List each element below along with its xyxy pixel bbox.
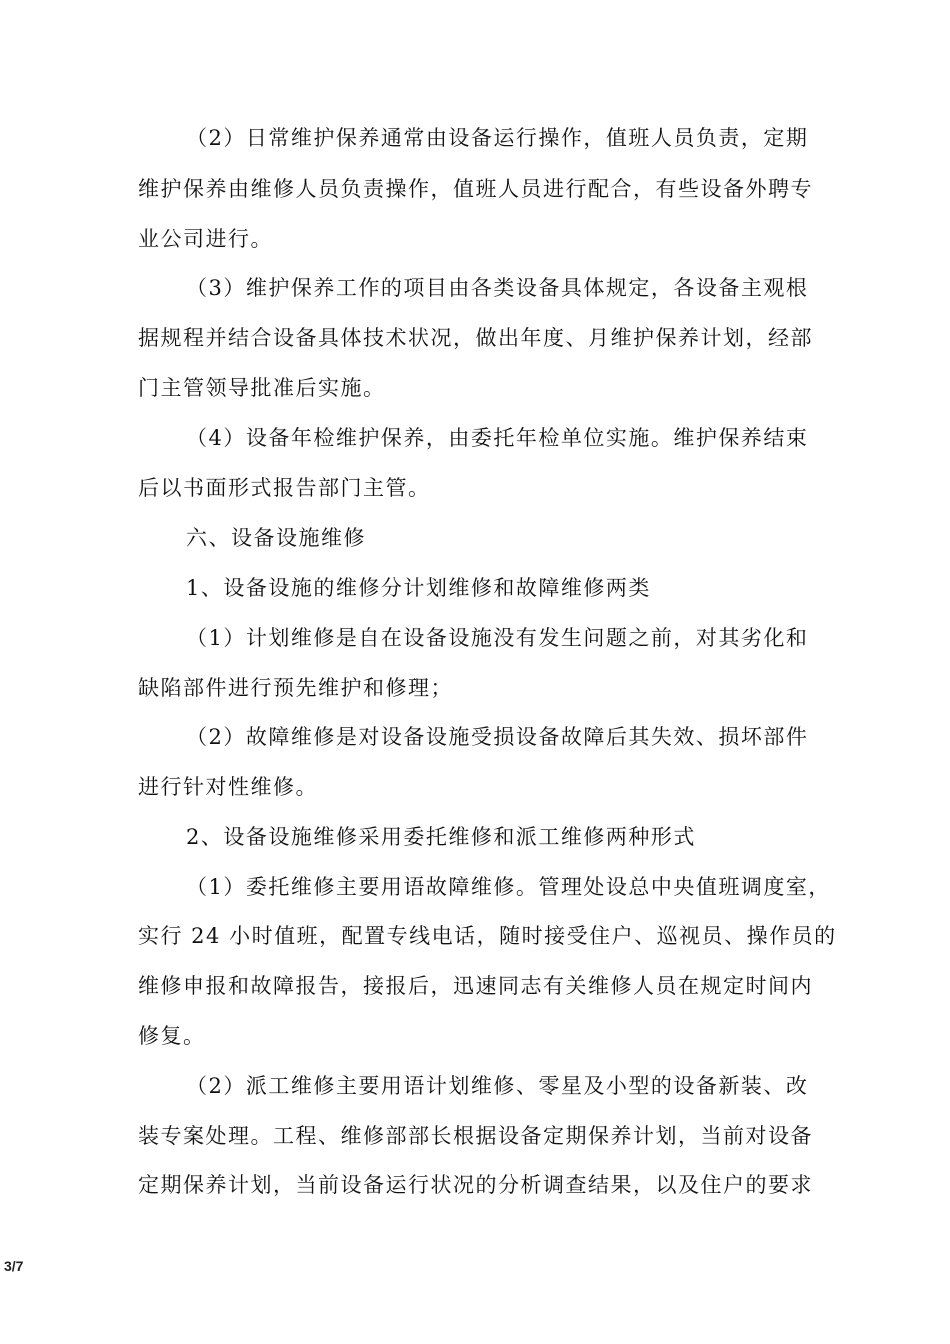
paragraph-6-line-2: 实行 24 小时值班，配置专线电话，随时接受住户、巡视员、操作员的 <box>138 924 837 948</box>
section-heading: 六、设备设施维修 <box>186 526 366 550</box>
paragraph-1-line-1: （2）日常维护保养通常由设备运行操作，值班人员负责，定期 <box>186 126 809 150</box>
paragraph-5-line-2: 进行针对性维修。 <box>138 775 318 799</box>
paragraph-5-line-1: （2）故障维修是对设备设施受损设备故障后其失效、损坏部件 <box>186 725 809 749</box>
paragraph-6-line-4: 修复。 <box>138 1024 206 1048</box>
paragraph-6-line-3: 维修申报和故障报告，接报后，迅速同志有关维修人员在规定时间内 <box>138 974 813 998</box>
paragraph-6-line-1: （1）委托维修主要用语故障维修。管理处设总中央值班调度室， <box>186 875 831 899</box>
subheading-1: 1、设备设施的维修分计划维修和故障维修两类 <box>186 576 651 600</box>
paragraph-7-line-3: 定期保养计划，当前设备运行状况的分析调查结果，以及住户的要求 <box>138 1173 813 1197</box>
paragraph-3-line-2: 后以书面形式报告部门主管。 <box>138 476 431 500</box>
paragraph-2-line-2: 据规程并结合设备具体技术状况，做出年度、月维护保养计划，经部 <box>138 326 813 350</box>
paragraph-1-line-3: 业公司进行。 <box>138 227 273 251</box>
paragraph-4-line-2: 缺陷部件进行预先维护和修理； <box>138 676 453 700</box>
subheading-2: 2、设备设施维修采用委托维修和派工维修两种形式 <box>186 825 696 849</box>
paragraph-4-line-1: （1）计划维修是自在设备设施没有发生问题之前，对其劣化和 <box>186 626 809 650</box>
paragraph-7-line-2: 装专案处理。工程、维修部部长根据设备定期保养计划，当前对设备 <box>138 1124 813 1148</box>
paragraph-7-line-1: （2）派工维修主要用语计划维修、零星及小型的设备新装、改 <box>186 1074 809 1098</box>
page-number: 3/7 <box>4 1258 24 1274</box>
paragraph-2-line-1: （3）维护保养工作的项目由各类设备具体规定，各设备主观根 <box>186 276 809 300</box>
paragraph-2-line-3: 门主管领导批准后实施。 <box>138 376 386 400</box>
paragraph-3-line-1: （4）设备年检维护保养，由委托年检单位实施。维护保养结束 <box>186 426 809 450</box>
paragraph-1-line-2: 维护保养由维修人员负责操作，值班人员进行配合，有些设备外聘专 <box>138 177 813 201</box>
